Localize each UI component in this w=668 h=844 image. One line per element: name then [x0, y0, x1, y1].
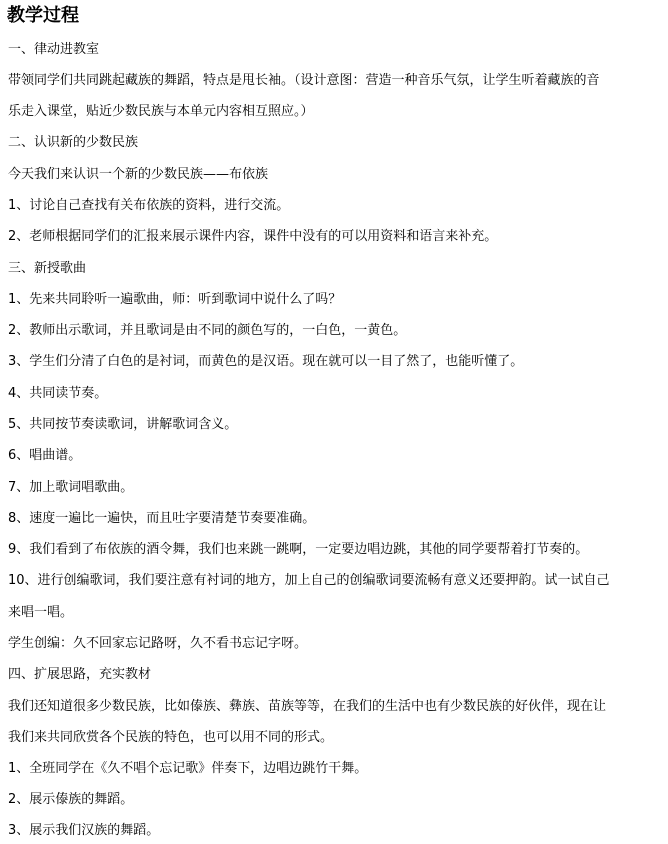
list-item: 7、加上歌词唱歌曲。 [8, 480, 134, 495]
list-item: 1、全班同学在《久不唱个忘记歌》伴奏下，边唱边跳竹干舞。 [8, 761, 368, 776]
paragraph-line: 带领同学们共同跳起藏族的舞蹈，特点是甩长袖。（设计意图：营造一种音乐气氛，让学生听着藏族的音 [8, 73, 600, 88]
section-heading-4: 四、扩展思路，充实教材 [8, 667, 152, 682]
section-heading-1: 一、律动进教室 [8, 42, 100, 57]
list-item: 1、先来共同聆听一遍歌曲，师：听到歌词中说什么了吗？ [8, 292, 342, 307]
paragraph-line: 今天我们来认识一个新的少数民族——布依族 [8, 167, 269, 182]
list-item: 2、展示傣族的舞蹈。 [8, 792, 134, 807]
paragraph-line: 学生创编：久不回家忘记路呀，久不看书忘记字呀。 [8, 636, 308, 651]
list-item: 3、学生们分清了白色的是衬词，而黄色的是汉语。现在就可以一目了然了，也能听懂了。 [8, 354, 524, 369]
list-item: 4、共同读节奏。 [8, 386, 108, 401]
paragraph-line: 乐走入课堂，贴近少数民族与本单元内容相互照应。） [8, 104, 314, 119]
list-item: 3、展示我们汉族的舞蹈。 [8, 823, 160, 838]
list-item: 9、我们看到了布依族的酒令舞，我们也来跳一跳啊，一定要边唱边跳，其他的同学要帮着打节奏的。 [8, 542, 589, 557]
list-item: 1、讨论自己查找有关布依族的资料，进行交流。 [8, 198, 290, 213]
list-item: 5、共同按节奏读歌词，讲解歌词含义。 [8, 417, 238, 432]
paragraph-line: 我们还知道很多少数民族，比如傣族、彝族、苗族等等，在我们的生活中也有少数民族的好伙伴，现在让 [8, 699, 607, 714]
list-item: 10、进行创编歌词，我们要注意有衬词的地方，加上自己的创编歌词要流畅有意义还要押韵。试一试自己 [8, 573, 610, 588]
list-item: 2、老师根据同学们的汇报来展示课件内容，课件中没有的可以用资料和语言来补充。 [8, 229, 498, 244]
paragraph-line: 我们来共同欣赏各个民族的特色，也可以用不同的形式。 [8, 730, 334, 745]
paragraph-line: 来唱一唱。 [8, 605, 74, 620]
list-item: 8、速度一遍比一遍快，而且吐字要清楚节奏要准确。 [8, 511, 316, 526]
list-item: 2、教师出示歌词，并且歌词是由不同的颜色写的，一白色，一黄色。 [8, 323, 407, 338]
list-item: 6、唱曲谱。 [8, 448, 82, 463]
section-heading-3: 三、新授歌曲 [8, 261, 87, 276]
document-title: 教学过程 [7, 5, 79, 26]
section-heading-2: 二、认识新的少数民族 [8, 135, 139, 150]
